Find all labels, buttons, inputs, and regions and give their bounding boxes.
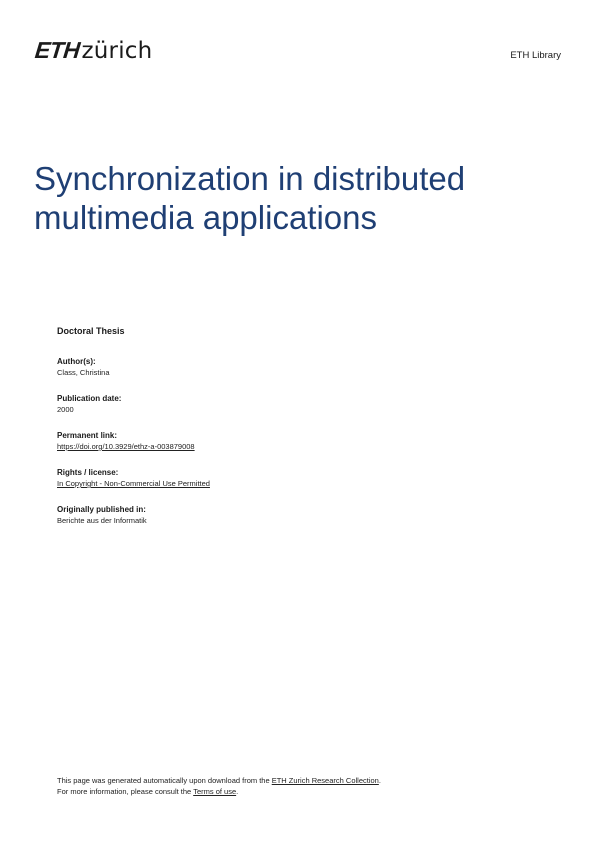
- metadata-block: [57, 326, 537, 541]
- logo-zurich-text: zürich: [81, 38, 153, 64]
- footer-line-1-prefix: This page was generated automatically upon download from the: [57, 776, 272, 785]
- publication-date-value: 2000: [57, 405, 74, 414]
- originally-published-value: Berichte aus der Informatik: [57, 516, 147, 525]
- document-title: [34, 159, 554, 237]
- permanent-link[interactable]: https://doi.org/10.3929/ethz-a-003879008: [57, 442, 195, 451]
- originally-published-field: [57, 504, 537, 526]
- title-line-1: Synchronization in distributed: [34, 160, 466, 197]
- eth-zurich-logo: [35, 37, 152, 63]
- footer-line-1-suffix: .: [378, 776, 381, 785]
- authors-field: [57, 356, 537, 378]
- authors-label: Author(s):: [57, 357, 96, 366]
- publication-date-field: [57, 393, 537, 415]
- logo-eth-text: ETH: [33, 37, 81, 63]
- research-collection-link[interactable]: ETH Zurich Research Collection: [271, 776, 379, 785]
- originally-published-label: Originally published in:: [57, 505, 146, 514]
- permanent-link-label: Permanent link:: [57, 431, 118, 440]
- rights-link[interactable]: In Copyright - Non-Commercial Use Permitted: [57, 479, 210, 488]
- eth-library-label: ETH Library: [510, 50, 561, 61]
- footer-line-1: [57, 775, 557, 786]
- terms-of-use-link[interactable]: Terms of use: [193, 787, 237, 796]
- authors-value: Class, Christina: [57, 368, 110, 377]
- rights-label: Rights / license:: [57, 468, 119, 477]
- permanent-link-field: [57, 430, 537, 452]
- footer-notice: [57, 775, 557, 797]
- footer-line-2-prefix: For more information, please consult the: [57, 787, 194, 796]
- title-line-2: multimedia applications: [34, 199, 378, 236]
- publication-date-label: Publication date:: [57, 394, 122, 403]
- footer-line-2-suffix: .: [236, 787, 239, 796]
- footer-line-2: [57, 786, 557, 797]
- rights-field: [57, 467, 537, 489]
- document-type: Doctoral Thesis: [57, 326, 125, 336]
